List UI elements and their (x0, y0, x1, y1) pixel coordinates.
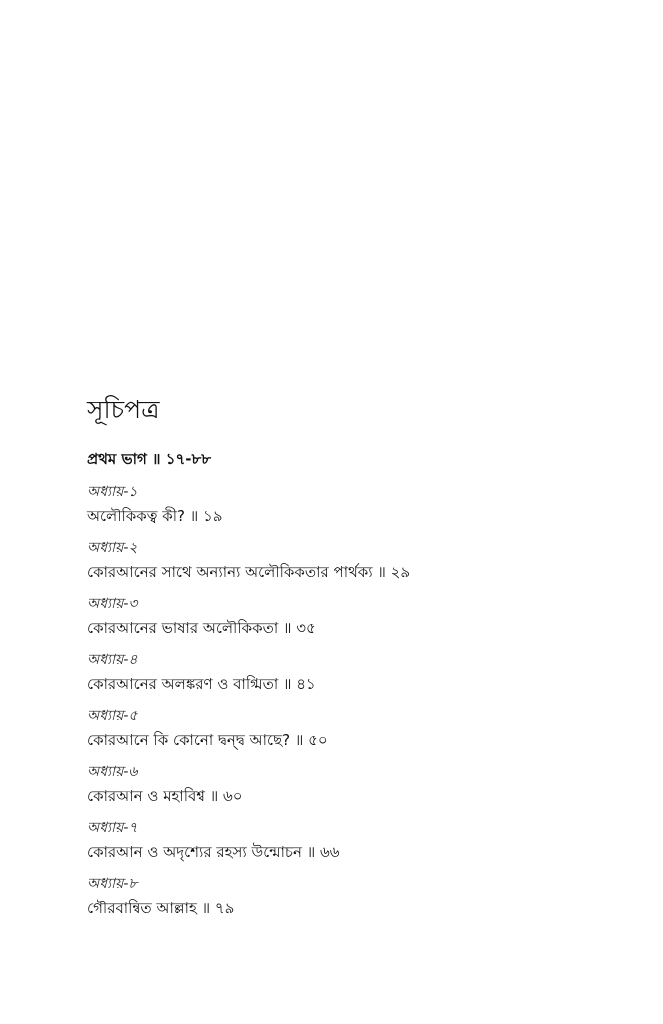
chapter-label: অধ্যায়-৮ (87, 876, 138, 892)
table-of-contents (87, 392, 627, 928)
chapter-entry-3 (87, 592, 627, 640)
chapter-title: কোরআনে কি কোনো দ্বন্দ্ব আছে? ॥ ৫০ (87, 731, 328, 749)
chapter-entry-1 (87, 480, 627, 528)
chapter-entry-4 (87, 648, 627, 696)
chapter-label: অধ্যায়-৫ (87, 708, 138, 724)
chapter-title: কোরআন ও মহাবিশ্ব ॥ ৬০ (87, 787, 243, 805)
page-title: সূচিপত্র (87, 395, 160, 424)
chapter-label: অধ্যায়-৭ (87, 820, 138, 836)
chapter-title: কোরআনের অলঙ্করণ ও বাগ্মিতা ॥ ৪১ (87, 675, 316, 693)
chapter-label: অধ্যায়-২ (87, 540, 138, 556)
chapter-title: কোরআনের সাথে অন্যান্য অলৌকিকতার পার্থক্য ॥ ২৯ (87, 563, 411, 581)
chapter-title: কোরআন ও অদৃশ্যের রহস্য উন্মোচন ॥ ৬৬ (87, 843, 340, 861)
chapter-entry-7 (87, 816, 627, 864)
chapter-label: অধ্যায়-৬ (87, 764, 138, 780)
chapter-title: কোরআনের ভাষার অলৌকিকতা ॥ ৩৫ (87, 619, 316, 637)
chapter-entry-5 (87, 704, 627, 752)
chapter-entry-8 (87, 872, 627, 920)
chapter-entry-2 (87, 536, 627, 584)
chapter-label: অধ্যায়-১ (87, 484, 138, 500)
chapter-label: অধ্যায়-৪ (87, 652, 138, 668)
chapter-entry-6 (87, 760, 627, 808)
part-heading: প্রথম ভাগ ॥ ১৭-৮৮ (87, 450, 211, 468)
chapter-title: অলৌকিকত্ব কী? ॥ ১৯ (87, 507, 223, 525)
chapter-label: অধ্যায়-৩ (87, 596, 138, 612)
chapter-title: গৌরবান্বিত আল্লাহ ॥ ৭৯ (87, 899, 235, 917)
